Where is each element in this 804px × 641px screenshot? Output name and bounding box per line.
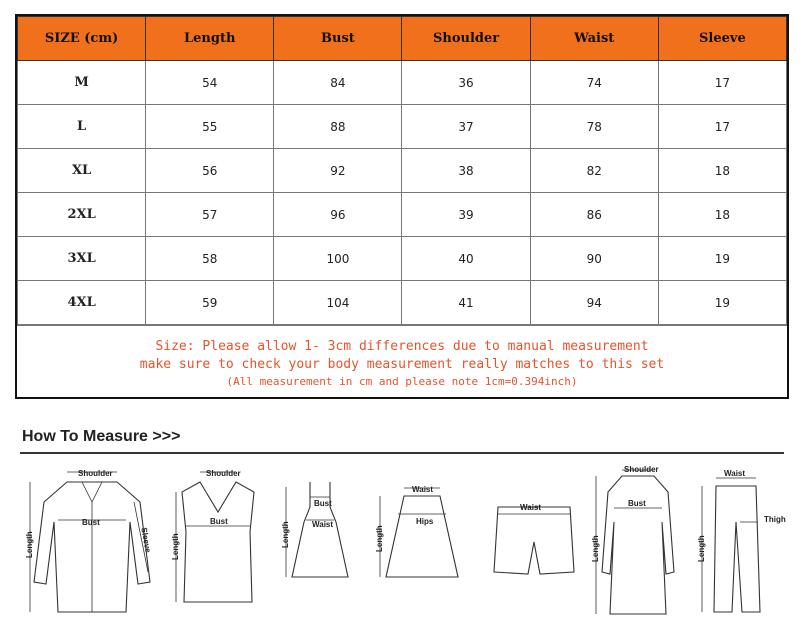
waist-cell: 74 xyxy=(530,61,658,105)
length-label: Length xyxy=(25,531,34,558)
header-waist: Waist xyxy=(530,17,658,61)
header-size: SIZE (cm) xyxy=(18,17,146,61)
shoulder-cell: 37 xyxy=(402,105,530,149)
header-bust: Bust xyxy=(274,17,402,61)
waist-label: Waist xyxy=(724,469,746,478)
sleeve-cell: 17 xyxy=(658,105,786,149)
sleeve-cell: 18 xyxy=(658,149,786,193)
bust-label: Bust xyxy=(82,518,100,527)
thigh-label: Thigh xyxy=(764,515,786,524)
size-cell: 2XL xyxy=(18,193,146,237)
size-cell: M xyxy=(18,61,146,105)
skirt-figure xyxy=(372,462,472,622)
tank-top-figure xyxy=(168,462,268,622)
waist-cell: 82 xyxy=(530,149,658,193)
dress-outline xyxy=(292,482,348,577)
length-cell: 54 xyxy=(146,61,274,105)
shoulder-cell: 38 xyxy=(402,149,530,193)
header-length: Length xyxy=(146,17,274,61)
coat-figure xyxy=(588,462,688,622)
bust-cell: 92 xyxy=(274,149,402,193)
sleeve-cell: 19 xyxy=(658,237,786,281)
table-row xyxy=(18,105,787,149)
note-line-1: Size: Please allow 1- 3cm differences due to manual measurement xyxy=(155,339,649,354)
length-label: Length xyxy=(281,521,290,548)
coat-outline xyxy=(602,476,674,614)
blouse-figure xyxy=(22,462,162,622)
table-row xyxy=(18,281,787,325)
table-row xyxy=(18,193,787,237)
length-cell: 59 xyxy=(146,281,274,325)
note-line-2: make sure to check your body measurement really matches to this set xyxy=(139,357,665,372)
shorts-outline xyxy=(494,507,574,574)
bust-cell: 96 xyxy=(274,193,402,237)
tank-outline xyxy=(182,482,254,602)
note-line-3: (All measurement in cm and please note 1cm=0.394inch) xyxy=(226,375,578,388)
shorts-figure xyxy=(484,462,584,622)
skirt-outline xyxy=(386,496,458,577)
trousers-figure xyxy=(692,462,792,622)
size-chart xyxy=(15,14,789,399)
size-cell: 3XL xyxy=(18,237,146,281)
sleeve-label: Sleeve xyxy=(139,526,153,554)
waist-label: Waist xyxy=(312,520,334,529)
length-label: Length xyxy=(591,535,600,562)
sleeve-cell: 18 xyxy=(658,193,786,237)
sleeve-cell: 19 xyxy=(658,281,786,325)
header-shoulder: Shoulder xyxy=(402,17,530,61)
heading-divider xyxy=(20,452,784,454)
shoulder-cell: 39 xyxy=(402,193,530,237)
trousers-outline xyxy=(714,486,760,612)
hips-label: Hips xyxy=(416,517,434,526)
dress-figure xyxy=(280,462,360,622)
bust-cell: 88 xyxy=(274,105,402,149)
size-note xyxy=(17,325,787,397)
table-row xyxy=(18,61,787,105)
size-table xyxy=(17,16,787,325)
bust-cell: 100 xyxy=(274,237,402,281)
bust-label: Bust xyxy=(628,499,646,508)
size-cell: XL xyxy=(18,149,146,193)
bust-cell: 104 xyxy=(274,281,402,325)
length-label: Length xyxy=(375,525,384,552)
shoulder-label: Shoulder xyxy=(624,465,659,474)
length-cell: 58 xyxy=(146,237,274,281)
shoulder-label: Shoulder xyxy=(206,469,241,478)
waist-label: Waist xyxy=(412,485,434,494)
shoulder-cell: 40 xyxy=(402,237,530,281)
shoulder-label: Shoulder xyxy=(78,469,113,478)
waist-label: Waist xyxy=(520,503,542,512)
table-row xyxy=(18,149,787,193)
length-cell: 56 xyxy=(146,149,274,193)
header-row xyxy=(18,17,787,61)
length-cell: 57 xyxy=(146,193,274,237)
shoulder-cell: 41 xyxy=(402,281,530,325)
table-row xyxy=(18,237,787,281)
waist-cell: 94 xyxy=(530,281,658,325)
length-label: Length xyxy=(697,535,706,562)
sleeve-cell: 17 xyxy=(658,61,786,105)
bust-label: Bust xyxy=(210,517,228,526)
how-to-measure-title: How To Measure >>> xyxy=(22,428,181,445)
waist-cell: 90 xyxy=(530,237,658,281)
length-cell: 55 xyxy=(146,105,274,149)
length-label: Length xyxy=(171,533,180,560)
bust-label: Bust xyxy=(314,499,332,508)
waist-cell: 86 xyxy=(530,193,658,237)
size-cell: 4XL xyxy=(18,281,146,325)
waist-cell: 78 xyxy=(530,105,658,149)
bust-cell: 84 xyxy=(274,61,402,105)
shoulder-cell: 36 xyxy=(402,61,530,105)
header-sleeve: Sleeve xyxy=(658,17,786,61)
size-cell: L xyxy=(18,105,146,149)
